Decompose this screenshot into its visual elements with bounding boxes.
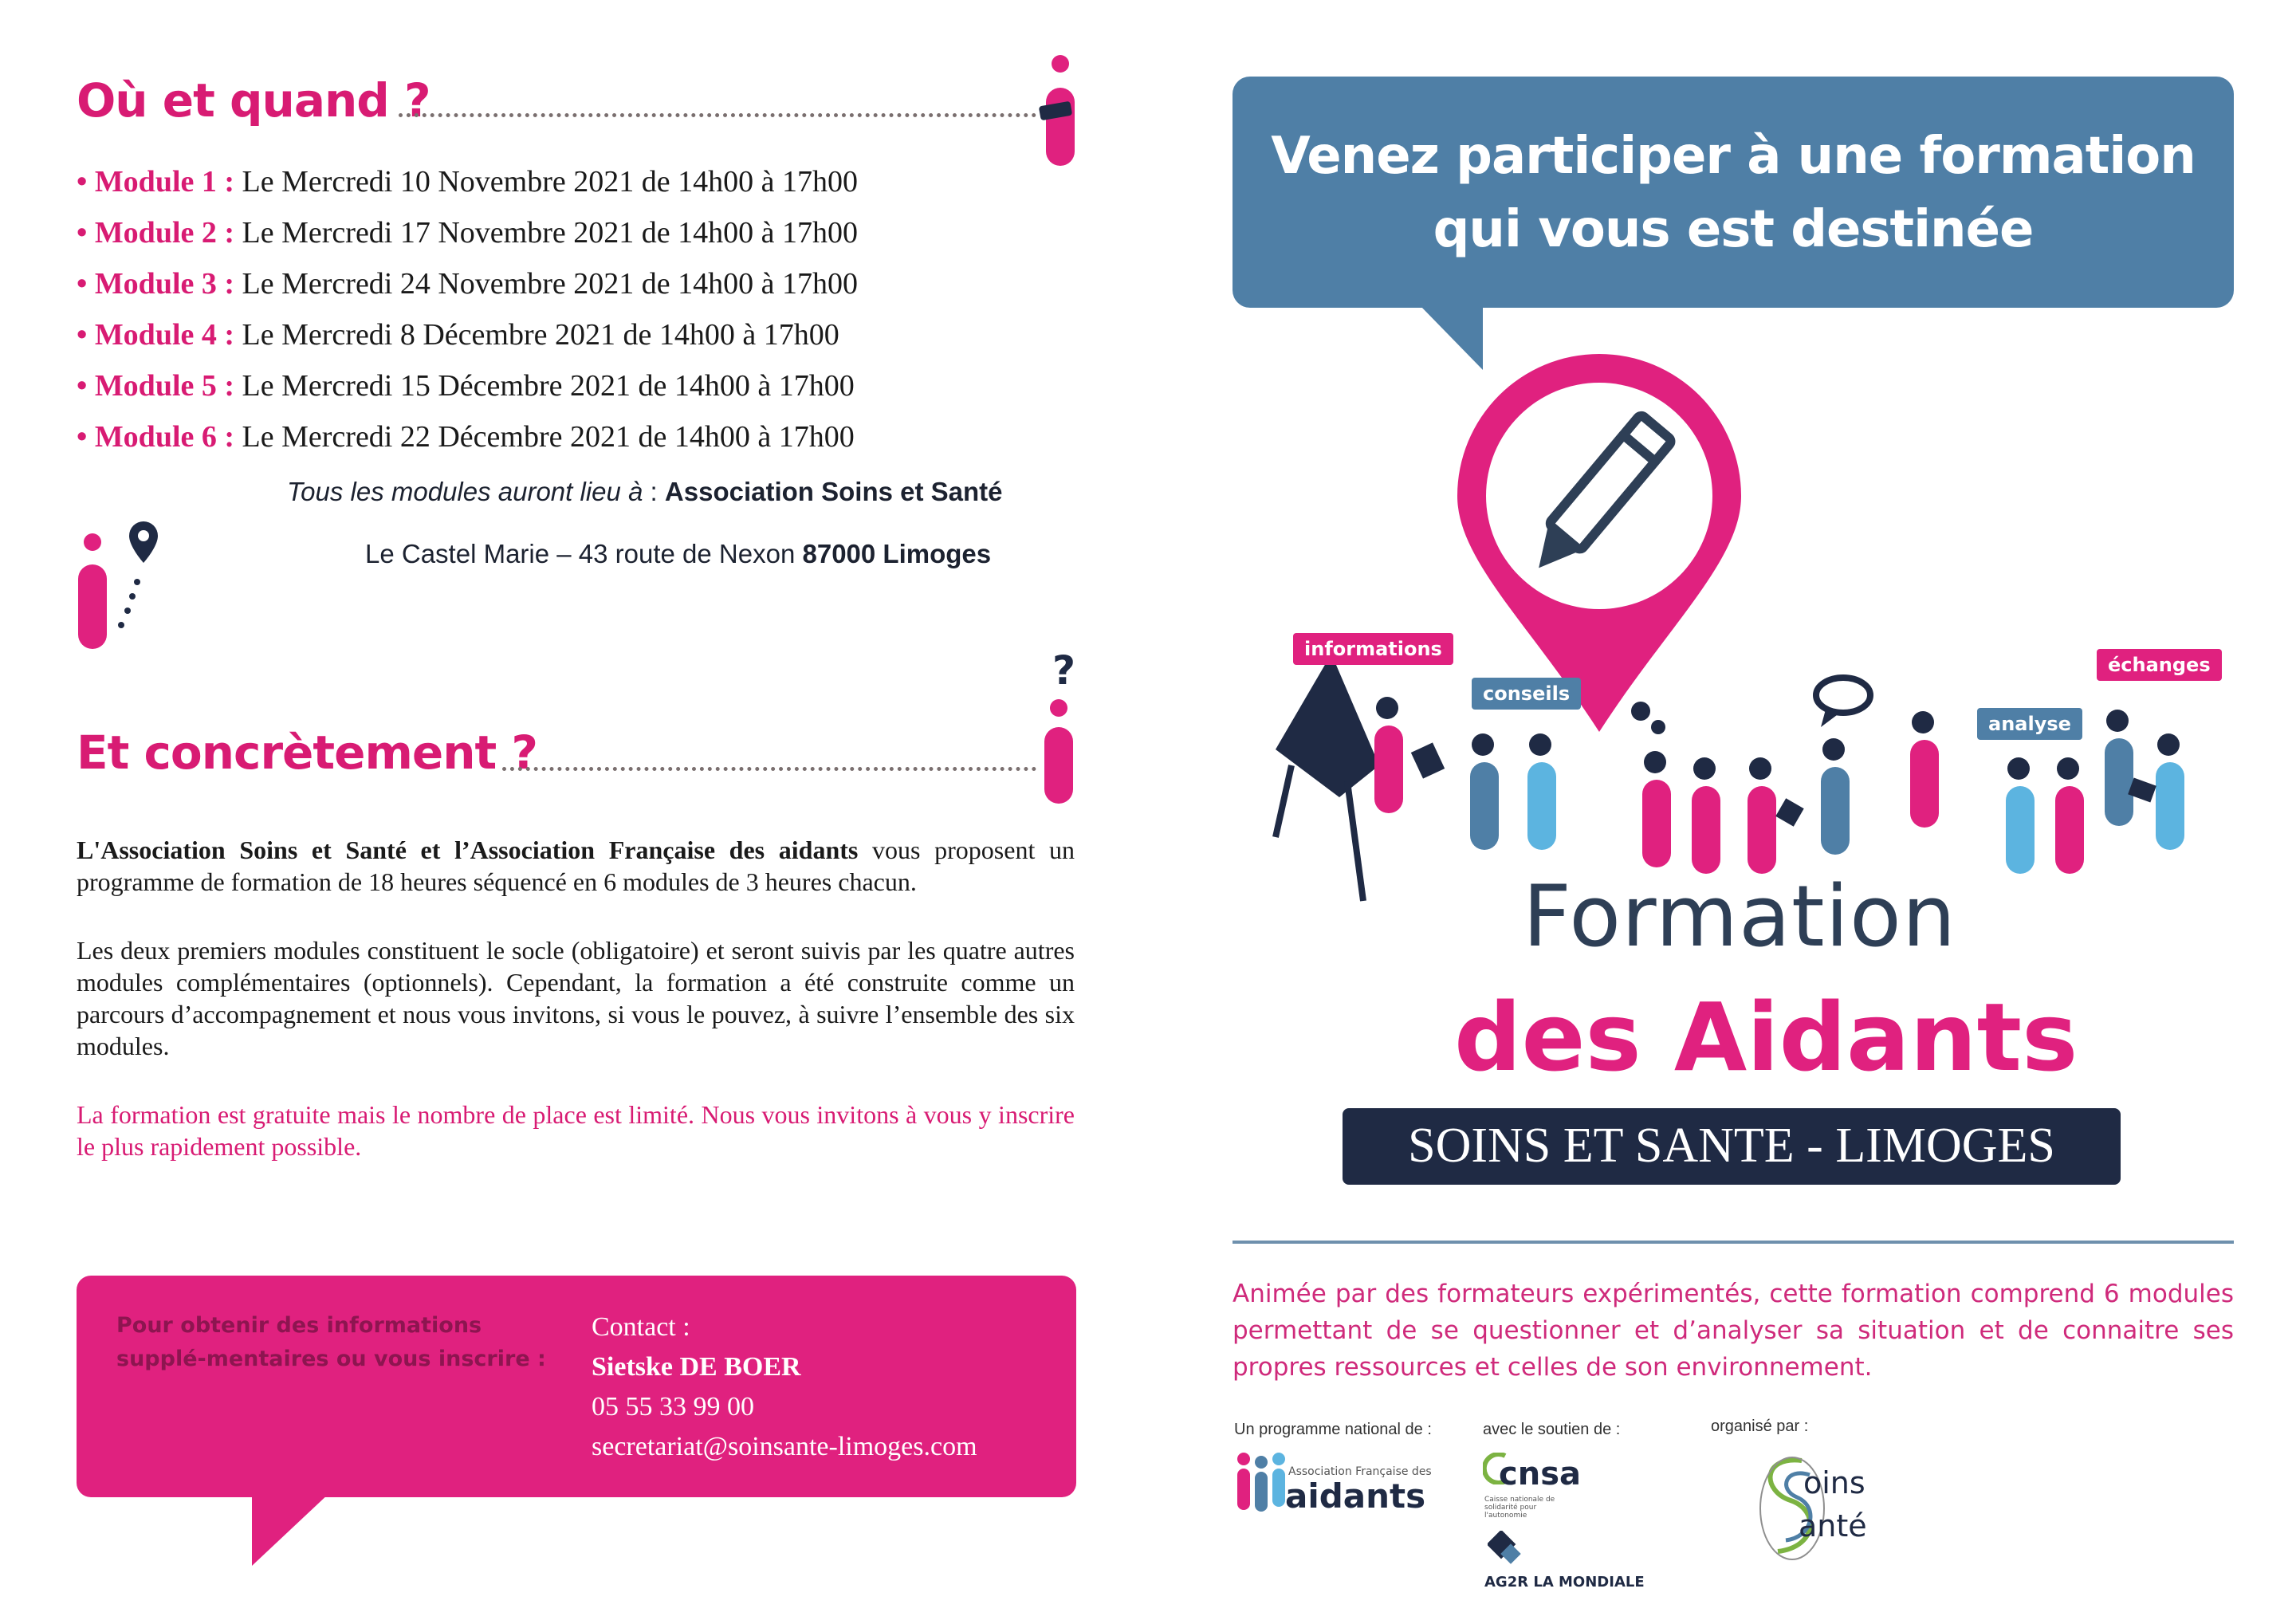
headline-text: Venez participer à une formation qui vous est destinée <box>1271 127 2196 259</box>
contact-info <box>592 1307 977 1467</box>
ag2r-logo-text: AG2R LA MONDIALE <box>1484 1574 1645 1591</box>
module-item: • Module 6 : Le Mercredi 22 Décembre 2021 de 14h00 à 17h00 <box>77 420 855 454</box>
info-person-icon <box>1033 48 1081 167</box>
svg-text:?: ? <box>1052 647 1076 694</box>
label-support: avec le soutien de : <box>1483 1421 1621 1438</box>
tag-conseils: conseils <box>1472 678 1581 710</box>
aidants-word: des Aidants <box>1454 982 2078 1092</box>
formation-word: Formation <box>1523 867 1957 965</box>
training-description: Animée par des formateurs expérimentés, cette formation comprend 6 modules permettant de se questionner et d’analyser sa situation et de connaitre ses propres ressources et celles de son environnement. <box>1233 1280 2234 1382</box>
module-item: • Module 4 : Le Mercredi 8 Décembre 2021 de 14h00 à 17h00 <box>77 318 839 352</box>
title-dotted-rule <box>502 767 1036 771</box>
label-organizer: organisé par : <box>1711 1418 1809 1435</box>
soins-logo-top: oins <box>1803 1465 1866 1500</box>
intro-paragraph: L'Association Soins et Santé et l’Association Française des aidants vous proposent un programme de formation de 18 heures séquencé en 6 modules de 3 heures chacun. <box>77 836 1075 896</box>
soins-logo-bottom: anté <box>1799 1508 1867 1543</box>
location-person-icon <box>75 518 171 654</box>
aidants-logo-small: Association Française des <box>1288 1465 1432 1478</box>
title-dotted-rule <box>399 113 1036 117</box>
venue-address: Le Castel Marie – 43 route de Nexon 87000 Limoges <box>365 539 992 568</box>
concrete-title: Et concrètement ? <box>77 725 538 780</box>
speech-bubble-icon <box>1816 678 1870 727</box>
contact-name: Sietske DE BOER <box>592 1352 801 1382</box>
aidants-logo-text: aidants <box>1285 1477 1426 1516</box>
module-item: • Module 1 : Le Mercredi 10 Novembre 2021 de 14h00 à 17h00 <box>77 165 858 199</box>
module-item: • Module 2 : Le Mercredi 17 Novembre 2021 de 14h00 à 17h00 <box>77 216 858 250</box>
modules-paragraph: Les deux premiers modules constituent le socle (obligatoire) et seront suivis par les quatre autres modules complémentaires (optionnels). Cependant, la formation a été construite comme un parcours d’accompagnement et nous vous invitons, si vous le pouvez, à suivre l’ensemble des six modules. <box>77 936 1075 1060</box>
contact-email[interactable]: secretariat@soinsante-limoges.com <box>592 1432 977 1461</box>
organizer-banner-text: SOINS ET SANTE - LIMOGES <box>1408 1119 2055 1173</box>
tag-analyse: analyse <box>1977 708 2082 740</box>
cnsa-logo-small: Caisse nationale de solidarité pour l'autonomie <box>1484 1496 1555 1520</box>
contact-speech-tail <box>252 1492 330 1566</box>
free-training-paragraph: La formation est gratuite mais le nombre de place est limité. Nous vous invitons à vous y inscrire le plus rapidement possible. <box>77 1100 1075 1161</box>
question-person-icon <box>1035 647 1083 807</box>
gears-icon <box>1631 702 1665 734</box>
module-item: • Module 3 : Le Mercredi 24 Novembre 2021 de 14h00 à 17h00 <box>77 267 858 301</box>
section-divider <box>1233 1241 2234 1244</box>
contact-phone[interactable]: 05 55 33 99 00 <box>592 1392 754 1421</box>
contact-label: Contact : <box>592 1312 690 1342</box>
aidants-logo-icon <box>1233 1451 1288 1515</box>
tag-echanges: échanges <box>2097 649 2222 681</box>
module-item: • Module 5 : Le Mercredi 15 Décembre 2021 de 14h00 à 17h00 <box>77 369 855 403</box>
map-pin-icon <box>1457 354 1741 732</box>
cnsa-logo-text: cnsa <box>1499 1456 1581 1492</box>
module-schedule-list <box>77 156 858 462</box>
tag-informations: informations <box>1293 633 1453 665</box>
label-program: Un programme national de : <box>1234 1421 1432 1438</box>
ag2r-logo-icon <box>1488 1531 1524 1567</box>
venue-line: Tous les modules auront lieu à : Association Soins et Santé <box>287 477 1003 506</box>
where-when-title: Où et quand ? <box>77 73 431 128</box>
contact-hint: Pour obtenir des informations supplé-mentaires ou vous inscrire : <box>116 1313 546 1371</box>
easel-icon <box>1276 654 1379 901</box>
